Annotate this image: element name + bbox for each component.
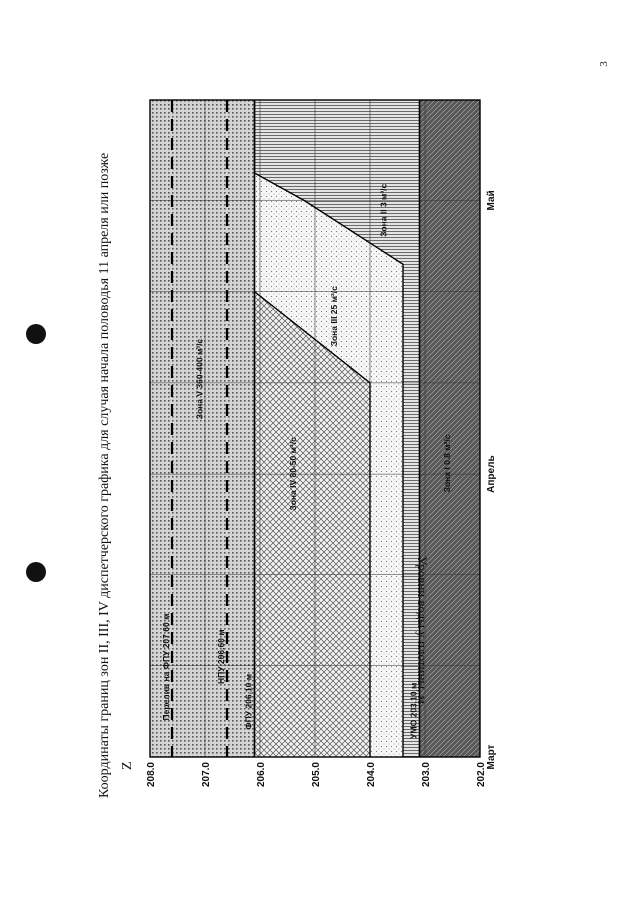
reference-level-label: Перелив на ФПУ 207.60 м bbox=[161, 613, 171, 721]
y-tick-label: 208.0 bbox=[146, 762, 157, 788]
y-tick-group bbox=[366, 762, 377, 787]
zone-label-group bbox=[329, 286, 339, 346]
zone-label: Зона V 360-400 м³/с bbox=[194, 338, 205, 420]
y-tick-label: 206.0 bbox=[256, 762, 267, 788]
zone-label: Зона III 25 м³/с bbox=[329, 286, 339, 347]
y-tick-label: 203.0 bbox=[421, 762, 432, 788]
y-tick-group bbox=[421, 762, 432, 787]
y-tick-label: 204.0 bbox=[366, 762, 377, 788]
y-axis-label: Уровни воды у плотины, м bbox=[415, 556, 430, 704]
x-tick-group bbox=[486, 455, 497, 492]
y-tick-label: 205.0 bbox=[311, 762, 322, 788]
zone-label: Зона I 0.8 м³/с bbox=[441, 434, 452, 493]
y-tick-label: 207.0 bbox=[201, 762, 212, 788]
page-number: 3 bbox=[597, 61, 610, 67]
reference-label-group bbox=[409, 683, 419, 739]
chart-title: Координаты границ зон II, III, IV диспетчерского графика для случая начала половодья 11 апреля или позже bbox=[97, 152, 112, 798]
zone-label: Зона II 3 м³/с bbox=[378, 183, 389, 237]
y-tick-group bbox=[201, 762, 212, 787]
zone-label-group bbox=[379, 183, 389, 236]
x-tick-group bbox=[486, 744, 497, 769]
x-tick-group bbox=[486, 190, 497, 210]
x-tick-label: Март bbox=[486, 744, 497, 770]
y-tick-group bbox=[311, 762, 322, 787]
axis-symbol: Z bbox=[120, 761, 135, 770]
zone-label-group bbox=[442, 434, 452, 492]
reference-level-label: УМО 203.10 м bbox=[408, 682, 419, 739]
y-tick-group bbox=[256, 762, 267, 787]
reference-level-label: НПУ 206.60 м bbox=[216, 629, 226, 684]
reference-label-group bbox=[244, 674, 254, 730]
reference-level-label: ФПУ 206.10 м bbox=[243, 673, 254, 730]
y-tick-label: 202.0 bbox=[476, 762, 487, 788]
zone-label-group bbox=[194, 339, 204, 420]
zone-label: Зона IV 80-50 м³/с bbox=[287, 437, 298, 511]
reference-label-group bbox=[216, 629, 226, 684]
x-tick-label: Апрель bbox=[486, 455, 497, 493]
reference-label-group bbox=[161, 614, 171, 721]
zone-label-group bbox=[288, 437, 298, 511]
y-tick-group bbox=[146, 762, 157, 787]
x-tick-label: Май bbox=[486, 190, 497, 211]
